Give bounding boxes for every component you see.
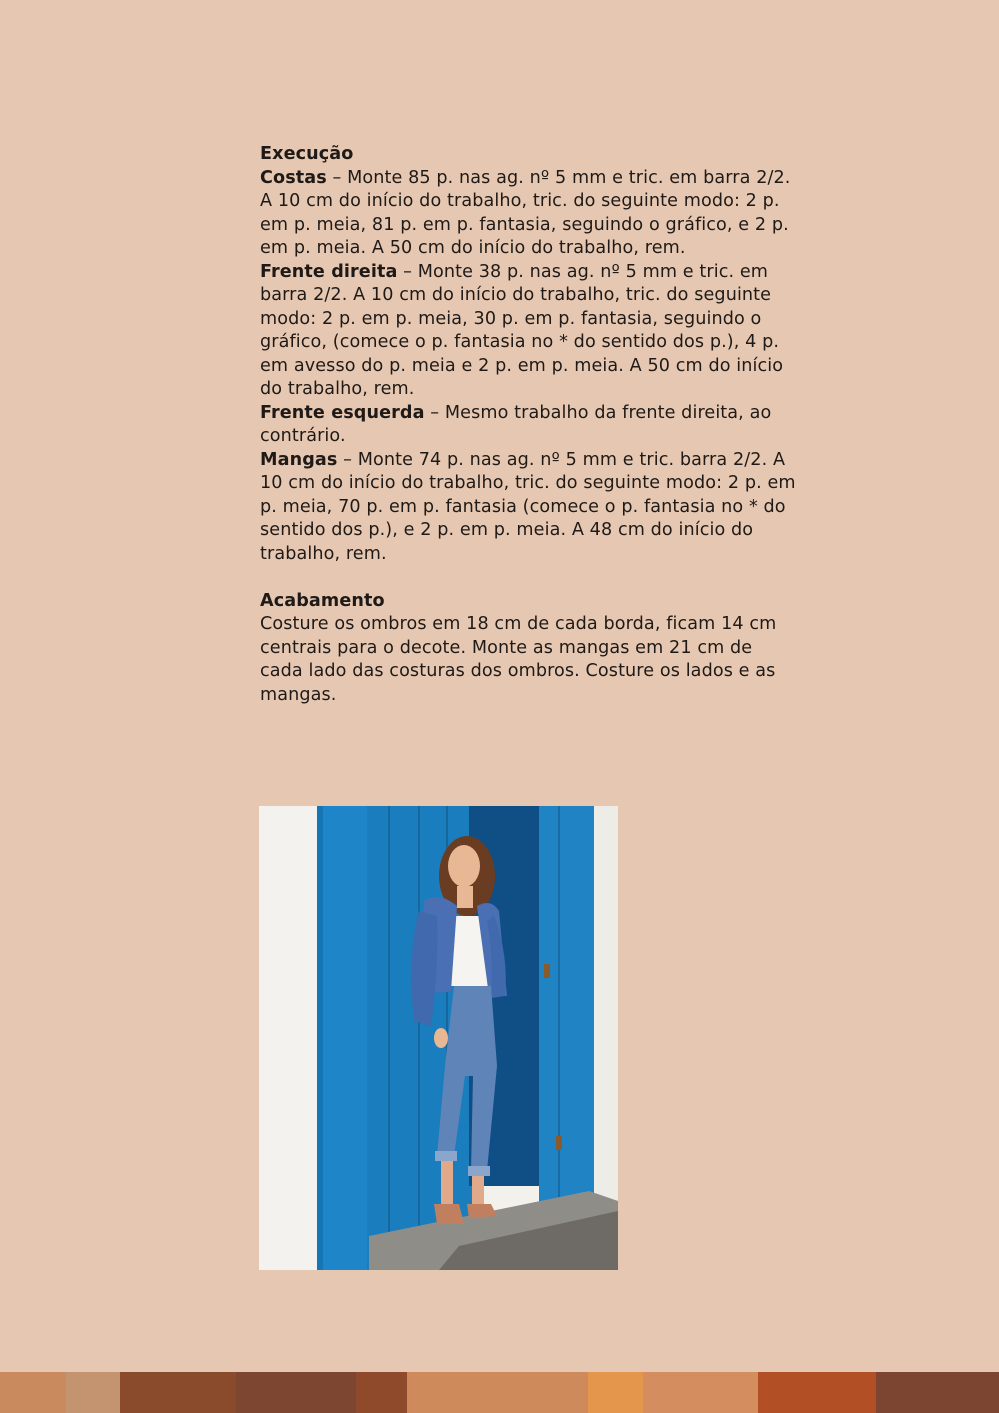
mangas-term: Mangas [260,449,338,470]
color-swatch [356,1372,407,1413]
frente-direita-term: Frente direita [260,261,398,282]
color-swatch [643,1372,758,1413]
costas-term: Costas [260,167,327,188]
costas-text: – Monte 85 p. nas ag. nº 5 mm e tric. em barra 2/2. A 10 cm do início do trabalho, tric. do seguinte modo: 2 p. em p. meia, 81 p. em p. fantasia, seguindo o gráfico, e 2 p. em p. meia. A 50 cm do início do trabalho, rem. [260,167,791,258]
color-swatch [588,1372,643,1413]
color-stripe [0,1372,999,1413]
acabamento-paragraph: Costure os ombros em 18 cm de cada borda, ficam 14 cm centrais para o decote. Monte as mangas em 21 cm de cada lado das costuras dos ombros. Costure os lados e as mangas. [260,614,777,705]
frente-direita-text: – Monte 38 p. nas ag. nº 5 mm e tric. em barra 2/2. A 10 cm do início do trabalho, tric. do seguinte modo: 2 p. em p. meia, 30 p. em p. fantasia, seguindo o gráfico, (comece o p. fantasia no * do sentido dos p.), 4 p. em avesso do p. meia e 2 p. em p. meia. A 50 cm do início do trabalho, rem. [260,261,784,399]
frente-direita-paragraph [260,261,800,402]
mangas-text: – Monte 74 p. nas ag. nº 5 mm e tric. barra 2/2. A 10 cm do início do trabalho, tric. do seguinte modo: 2 p. em p. meia, 70 p. em p. fantasia (comece o p. fantasia no * do sentido dos p.), e 2 p. em p. meia. A 48 cm do início do trabalho, rem. [260,449,796,564]
section-spacer [260,566,800,590]
color-swatch [66,1372,120,1413]
color-swatch [758,1372,876,1413]
costas-paragraph [260,167,800,261]
frente-esquerda-text: – Mesmo trabalho da frente direita, ao contrário. [260,402,772,446]
model-photo [259,806,618,1270]
instructions-text-block [260,143,800,707]
color-swatch [407,1372,588,1413]
execucao-heading: Execução [260,144,354,164]
frente-esquerda-paragraph [260,402,800,449]
acabamento-heading: Acabamento [260,590,385,611]
mangas-paragraph [260,449,800,567]
color-swatch [120,1372,236,1413]
frente-esquerda-term: Frente esquerda [260,402,425,423]
color-swatch [236,1372,356,1413]
color-swatch [0,1372,66,1413]
color-swatch [876,1372,999,1413]
